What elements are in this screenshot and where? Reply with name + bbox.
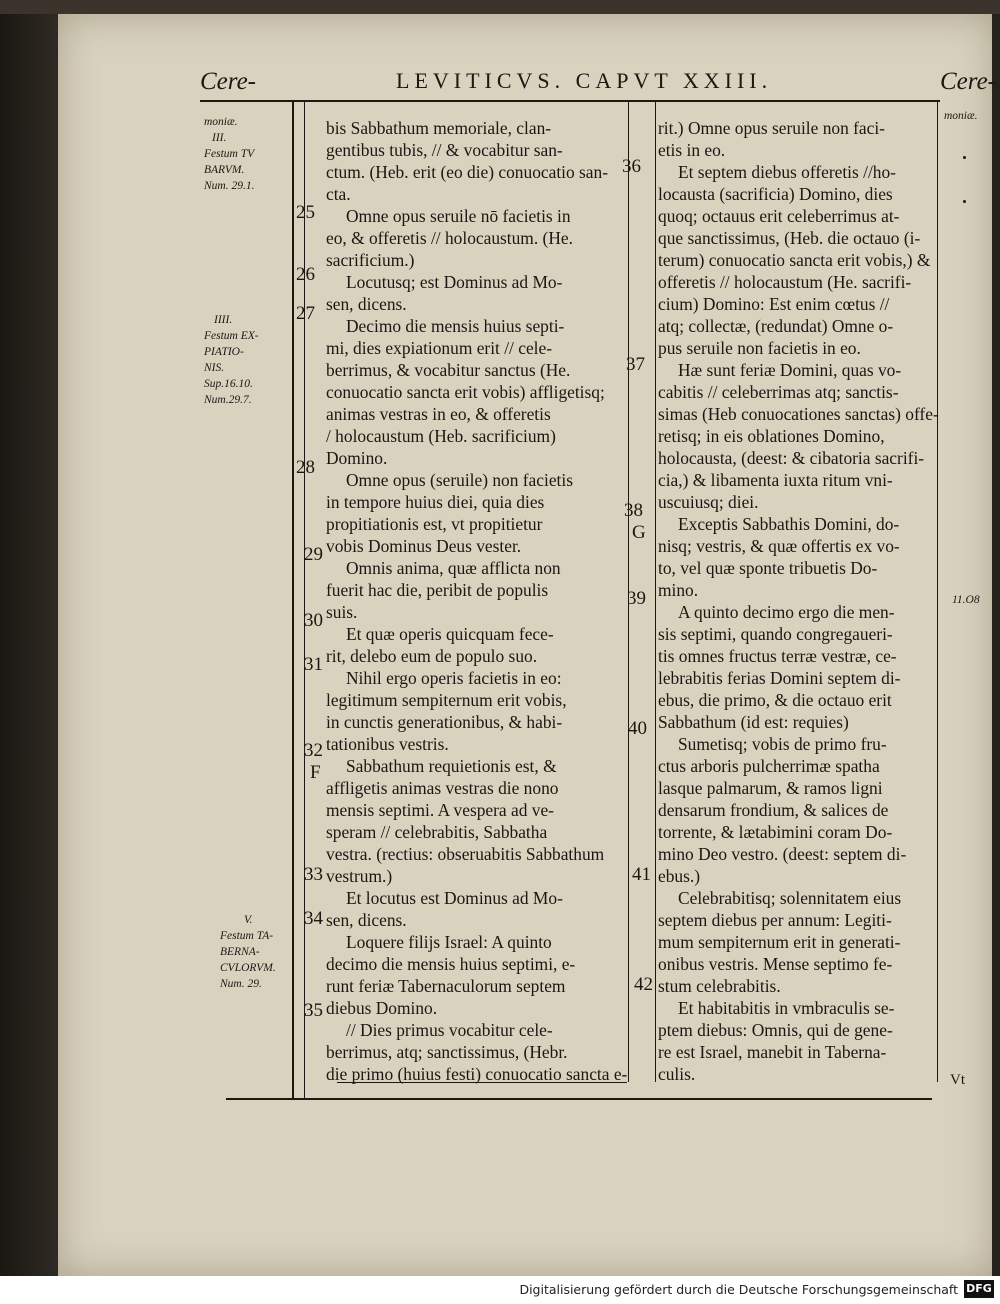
- margin-note-tabernaculorum: [204, 912, 292, 992]
- margin-note-line: III.: [212, 132, 227, 144]
- text-line: Decimo die mensis huius septi-: [346, 316, 565, 336]
- dfg-logo: DFG: [964, 1280, 994, 1298]
- margin-note-line: Num.29.7.: [204, 394, 252, 406]
- margin-note-line: NIS.: [204, 362, 225, 374]
- text-line: sen, dicens.: [326, 910, 407, 930]
- margin-note-line: Festum TA-: [220, 930, 274, 942]
- catchword: Vt: [950, 1072, 965, 1088]
- text-line: mino Deo vestro. (deest: septem di-: [658, 844, 907, 864]
- right-margin-rule: [937, 102, 938, 1082]
- text-line: Omne opus seruile nō facietis in: [346, 206, 571, 226]
- text-line: Sumetisq; vobis de primo fru-: [678, 734, 887, 754]
- margin-note-line: BARVM.: [204, 164, 245, 176]
- text-line: tationibus vestris.: [326, 734, 449, 754]
- section-letter: F: [310, 762, 321, 783]
- margin-note-line: moniæ.: [204, 116, 238, 128]
- margin-note-line: Festum TV: [204, 148, 255, 160]
- text-line: etis in eo.: [658, 140, 726, 160]
- text-line: legitimum sempiternum erit vobis,: [326, 690, 567, 710]
- verse-number: 27: [296, 303, 315, 324]
- text-line: culis.: [658, 1064, 696, 1084]
- text-line: atq; collectæ, (redundat) Omne o-: [658, 316, 894, 336]
- text-line: ptem diebus: Omnis, qui de gene-: [658, 1020, 893, 1040]
- text-line: torrente, & lætabimini coram Do-: [658, 822, 893, 842]
- text-line: Domino.: [326, 448, 388, 468]
- text-line: speram // celebrabitis, Sabbatha: [326, 822, 548, 842]
- verse-number: 41: [632, 864, 651, 885]
- text-line: rit, delebo eum de populo suo.: [326, 646, 538, 666]
- verse-number: 30: [304, 610, 323, 631]
- text-line: stum celebrabitis.: [658, 976, 781, 996]
- text-line: sen, dicens.: [326, 294, 407, 314]
- text-line: Omne opus (seruile) non facietis: [346, 470, 573, 490]
- text-line: cium) Domino: Est enim cœtus //: [658, 294, 890, 314]
- margin-note-line: IIII.: [214, 314, 233, 326]
- running-title: LEVITICVS. CAPVT XXIII.: [396, 68, 773, 93]
- right-margin-note: 11.O8: [952, 594, 980, 606]
- text-line: vobis Dominus Deus vester.: [326, 536, 522, 556]
- text-line: mi, dies expiationum erit // cele-: [326, 338, 553, 358]
- text-line: septem diebus per annum: Legiti-: [658, 910, 892, 930]
- text-line: lebrabitis ferias Domini septem di-: [658, 668, 901, 688]
- text-line: runt feriæ Tabernaculorum septem: [326, 976, 566, 996]
- text-line: A quinto decimo ergo die men-: [678, 602, 895, 622]
- text-line: fuerit hac die, peribit de populis: [326, 580, 549, 600]
- text-line: Omnis anima, quæ afflicta non: [346, 558, 561, 578]
- text-line: Sabbathum requietionis est, &: [346, 756, 557, 776]
- text-line: nisq; vestris, & quæ offertis ex vo-: [658, 536, 900, 556]
- running-head-left: Cere-: [200, 68, 256, 95]
- ink-dot: [963, 200, 966, 203]
- text-line: in tempore huius diei, quia dies: [326, 492, 545, 512]
- footer-text: Digitalisierung gefördert durch die Deutsche Forschungsgemeinschaft: [519, 1282, 958, 1297]
- text-line: Celebrabitisq; solennitatem eius: [678, 888, 902, 908]
- verse-number: 36: [622, 156, 641, 177]
- text-line: cabitis // celeberrimas atq; sanctis-: [658, 382, 899, 402]
- text-line: terum) conuocatio sancta erit vobis,) &: [658, 250, 931, 270]
- text-line: offeretis // holocaustum (He. sacrifi-: [658, 272, 912, 292]
- text-line: Exceptis Sabbathis Domini, do-: [678, 514, 900, 534]
- margin-note-tubarum: [204, 114, 292, 194]
- text-line: quoq; octauus erit celeberrimus at-: [658, 206, 900, 226]
- text-line: suis.: [326, 602, 358, 622]
- text-line: mino.: [658, 580, 699, 600]
- verse-number: 28: [296, 457, 315, 478]
- header-rule: [200, 100, 940, 102]
- running-head-right: Cere-: [940, 68, 996, 95]
- text-line: decimo die mensis huius septimi, e-: [326, 954, 576, 974]
- text-line: ctum. (Heb. erit (eo die) conuocatio san-: [326, 162, 609, 182]
- text-line: vestra. (rectius: obseruabitis Sabbathum: [326, 844, 605, 864]
- text-line: berrimus, atq; sanctissimus, (Hebr.: [326, 1042, 568, 1062]
- margin-note-expiationis: [204, 312, 292, 408]
- verse-number: 37: [626, 354, 645, 375]
- verse-number: 32: [304, 740, 323, 761]
- verse-number: 42: [634, 974, 653, 995]
- text-line: lasque palmarum, & ramos ligni: [658, 778, 883, 798]
- text-line: Et locutus est Dominus ad Mo-: [346, 888, 563, 908]
- text-line: Sabbathum (id est: requies): [658, 712, 849, 732]
- text-line: animas vestras in eo, & offeretis: [326, 404, 551, 424]
- verse-number: 29: [304, 544, 323, 565]
- margin-rule-left: [292, 102, 294, 1098]
- text-line: rit.) Omne opus seruile non faci-: [658, 118, 885, 138]
- verse-number: 25: [296, 202, 315, 223]
- book-gutter: [0, 14, 58, 1276]
- page-edge: [992, 14, 1000, 1276]
- text-line: gentibus tubis, // & vocabitur san-: [326, 140, 563, 160]
- text-line: in cunctis generationibus, & habi-: [326, 712, 563, 732]
- text-line: Loquere filijs Israel: A quinto: [346, 932, 552, 952]
- text-line: sacrificium.): [326, 250, 415, 270]
- text-line: retisq; in eis oblationes Domino,: [658, 426, 885, 446]
- text-line: simas (Heb conuocationes sanctas) offe-: [658, 404, 939, 424]
- margin-note-line: CVLORVM.: [220, 962, 276, 974]
- margin-note-line: BERNA-: [220, 946, 260, 958]
- margin-note-line: Sup.16.10.: [204, 378, 253, 390]
- margin-note-line: Num. 29.: [220, 978, 262, 990]
- text-line: propitiationis est, vt propitietur: [326, 514, 543, 534]
- text-line: diebus Domino.: [326, 998, 438, 1018]
- text-line: die primo (huius festi) conuocatio sancta e-: [326, 1064, 628, 1084]
- text-line: affligetis animas vestras die nono: [326, 778, 559, 798]
- text-line: locausta (sacrificia) Domino, dies: [658, 184, 893, 204]
- text-line: eo, & offeretis // holocaustum. (He.: [326, 228, 573, 248]
- margin-note-line: V.: [244, 914, 253, 926]
- text-line: conuocatio sancta erit vobis) affligetisq;: [326, 382, 605, 402]
- text-line: to, vel quæ sponte tribuetis Do-: [658, 558, 878, 578]
- text-line: ctus arboris pulcherrimæ spatha: [658, 756, 880, 776]
- text-line: re est Israel, manebit in Taberna-: [658, 1042, 887, 1062]
- text-line: ebus.): [658, 866, 701, 886]
- column-divider-2: [655, 102, 656, 1082]
- margin-note-line: PIATIO-: [204, 346, 244, 358]
- margin-note-line: Num. 29.1.: [204, 180, 255, 192]
- text-line: Et habitabitis in vmbraculis se-: [678, 998, 895, 1018]
- text-line: vestrum.): [326, 866, 393, 886]
- text-line: bis Sabbathum memoriale, clan-: [326, 118, 552, 138]
- text-line: Et septem diebus offeretis //ho-: [678, 162, 896, 182]
- section-letter: G: [632, 522, 646, 543]
- text-line: berrimus, & vocabitur sanctus (He.: [326, 360, 571, 380]
- text-line: ebus, die primo, & die octauo erit: [658, 690, 892, 710]
- verse-number: 34: [304, 908, 323, 929]
- text-line: sis septimi, quando congregaueri-: [658, 624, 893, 644]
- text-line: onibus vestris. Mense septimo fe-: [658, 954, 893, 974]
- ink-dot: [963, 156, 966, 159]
- margin-note-line: Festum EX-: [204, 330, 259, 342]
- footer-rule: [226, 1098, 932, 1100]
- verse-number: 26: [296, 264, 315, 285]
- text-line: densarum frondium, & salices de: [658, 800, 889, 820]
- text-line: cia,) & libamenta iuxta ritum vni-: [658, 470, 893, 490]
- verse-number: 33: [304, 864, 323, 885]
- verse-number: 35: [304, 1000, 323, 1021]
- text-line: mensis septimi. A vespera ad ve-: [326, 800, 554, 820]
- text-line: que sanctissimus, (Heb. die octauo (i-: [658, 228, 921, 248]
- text-line: Et quæ operis quicquam fece-: [346, 624, 554, 644]
- text-line: mum sempiternum erit in generati-: [658, 932, 901, 952]
- text-line: cta.: [326, 184, 351, 204]
- text-line: // Dies primus vocabitur cele-: [346, 1020, 553, 1040]
- text-line: uscuiusq; diei.: [658, 492, 759, 512]
- right-margin-note: moniæ.: [944, 110, 978, 122]
- text-line: holocausta, (deest: & cibatoria sacrifi-: [658, 448, 925, 468]
- verse-number: 39: [627, 588, 646, 609]
- footer-bar: [0, 1276, 1000, 1304]
- verse-number: 40: [628, 718, 647, 739]
- text-line: Locutusq; est Dominus ad Mo-: [346, 272, 563, 292]
- margin-rule-left-2: [304, 102, 305, 1098]
- text-line: Hæ sunt feriæ Domini, quas vo-: [678, 360, 902, 380]
- verse-number: 31: [304, 654, 323, 675]
- verse-number: 38: [624, 500, 643, 521]
- text-line: Nihil ergo operis facietis in eo:: [346, 668, 562, 688]
- text-line: tis omnes fructus terræ vestræ, ce-: [658, 646, 897, 666]
- text-line: pus seruile non facietis in eo.: [658, 338, 861, 358]
- text-line: / holocaustum (Heb. sacrificium): [326, 426, 556, 446]
